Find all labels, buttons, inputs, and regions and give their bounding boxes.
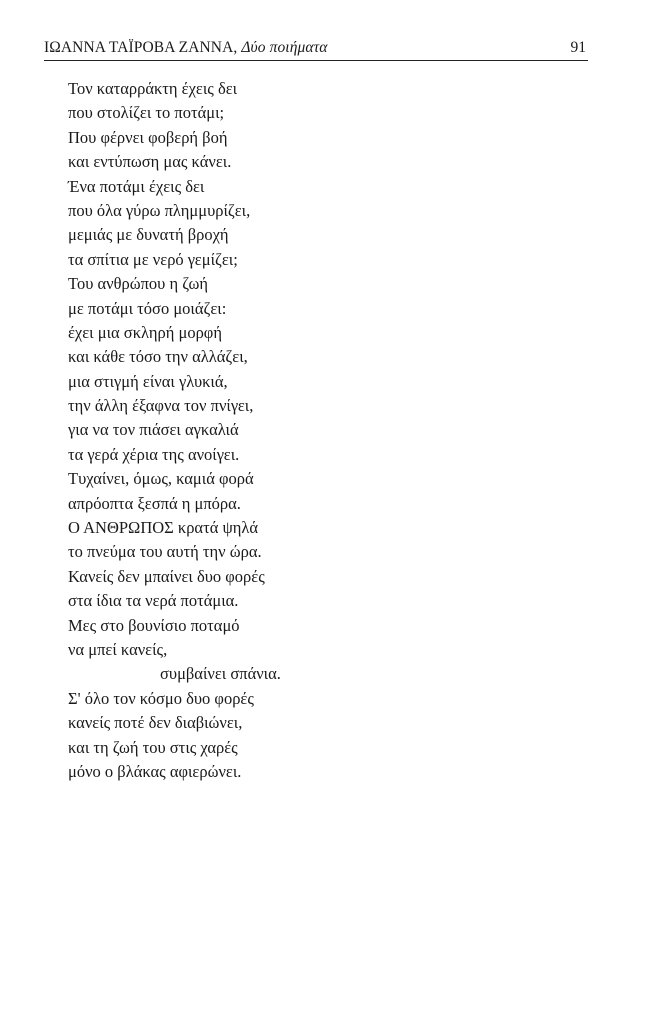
poem-line: κανείς ποτέ δεν διαβιώνει, <box>68 713 243 733</box>
poem-line: Μες στο βουνίσιο ποταμό <box>68 615 240 635</box>
poem-line: μεμιάς με δυνατή βροχή <box>68 225 229 245</box>
poem-line: απρόοπτα ξεσπά η μπόρα. <box>68 493 241 513</box>
poem-line: έχει μια σκληρή μορφή <box>68 322 222 342</box>
poem-line: και κάθε τόσο την αλλάζει, <box>68 347 248 367</box>
poem-line: τα σπίτια με νερό γεμίζει; <box>68 249 238 269</box>
header-author: ΙΩΑΝΝΑ ΤΑΪΡΟΒΑ ΖΑΝΝΑ, <box>44 39 238 56</box>
poem-line: με ποτάμι τόσο μοιάζει: <box>68 298 227 318</box>
poem-line: για να τον πιάσει αγκαλιά <box>68 420 239 440</box>
poem-line: Ένα ποτάμι έχεις δει <box>68 176 205 196</box>
poem-line: Κανείς δεν μπαίνει δυο φορές <box>68 566 265 586</box>
poem-line: τα γερά χέρια της ανοίγει. <box>68 444 240 464</box>
poem-line: στα ίδια τα νερά ποτάμια. <box>68 591 239 611</box>
poem-line: να μπεί κανείς, <box>68 639 168 659</box>
page-number: 91 <box>570 39 586 56</box>
header-author-title <box>44 39 328 57</box>
poem-line: Τον καταρράκτη έχεις δει <box>68 79 238 98</box>
poem-line: Που φέρνει φοβερή βοή <box>68 127 228 147</box>
poem-line: το πνεύμα του αυτή την ώρα. <box>68 542 262 562</box>
header-title: Δύο ποιήματα <box>241 39 328 56</box>
poem-line: που όλα γύρω πλημμυρίζει, <box>68 200 251 220</box>
poem-line-indented: συμβαίνει σπάνια. <box>160 664 281 684</box>
poem-line: μόνο ο βλάκας αφιερώνει. <box>68 761 242 781</box>
poem-line: Σ' όλο τον κόσμο δυο φορές <box>68 688 254 708</box>
poem-line: και εντύπωση μας κάνει. <box>68 152 232 172</box>
poem-body <box>68 77 568 784</box>
poem-line: μια στιγμή είναι γλυκιά, <box>68 371 228 391</box>
poem-line: που στολίζει το ποτάμι; <box>68 103 225 123</box>
poem-line: και τη ζωή του στις χαρές <box>68 737 238 757</box>
poem-line: την άλλη έξαφνα τον πνίγει, <box>68 396 254 416</box>
poem-line: Ο ΑΝΘΡΩΠΟΣ κρατά ψηλά <box>68 518 259 538</box>
poem-line: Του ανθρώπου η ζωή <box>68 274 208 294</box>
poem-line: Τυχαίνει, όμως, καμιά φορά <box>68 469 254 489</box>
page-header <box>44 36 588 61</box>
